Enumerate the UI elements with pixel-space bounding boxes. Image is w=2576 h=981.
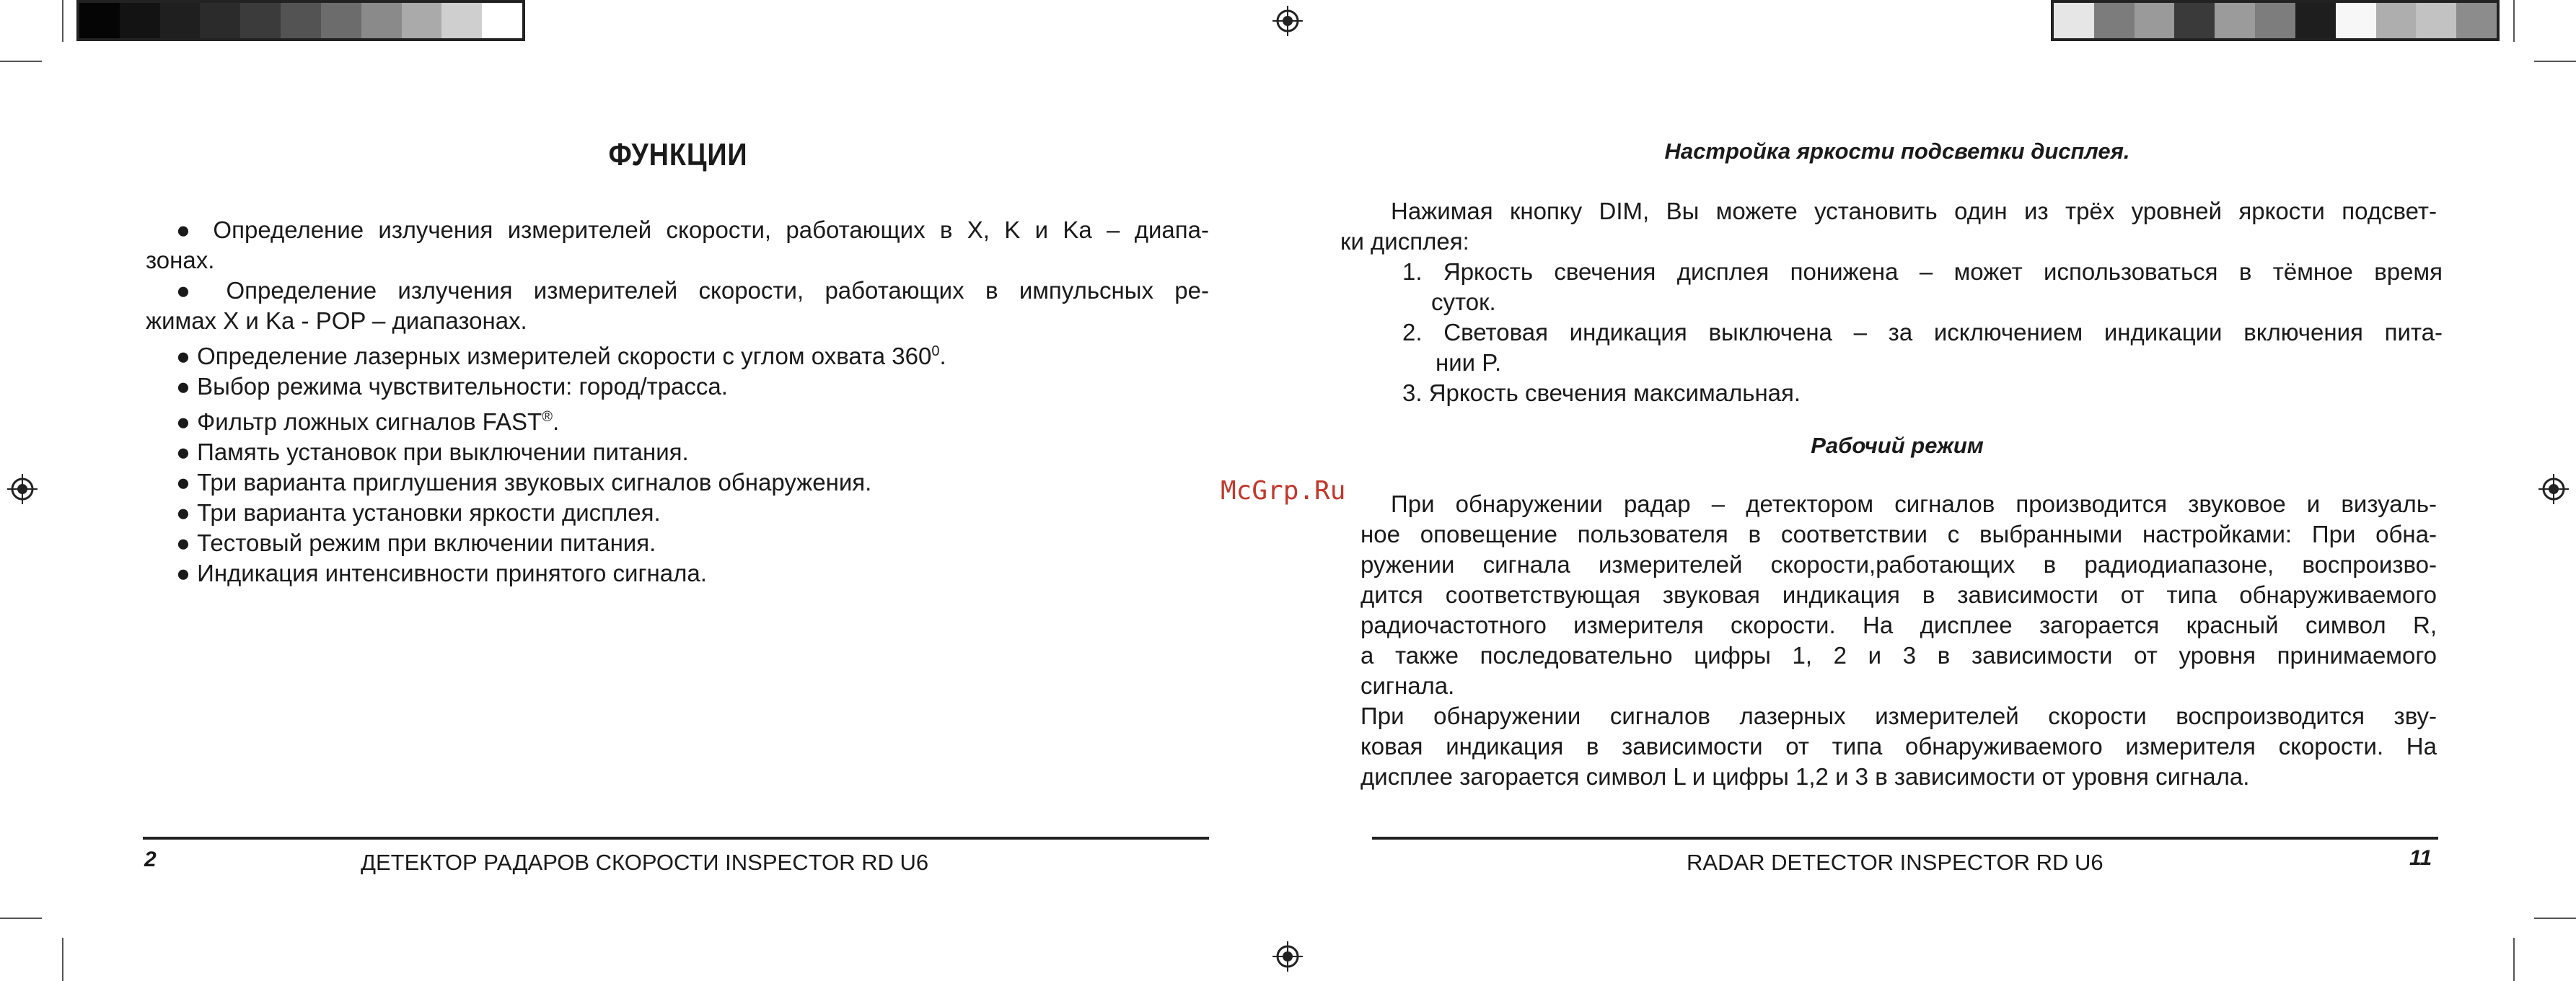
registration-mark-icon bbox=[1272, 941, 1303, 972]
crop-mark bbox=[0, 918, 42, 919]
section-heading-mode: Рабочий режим bbox=[1811, 433, 1984, 458]
brightness-options bbox=[1340, 257, 2443, 408]
list-item: ● Фильтр ложных сигналов FAST®. bbox=[176, 408, 560, 435]
color-swatch bbox=[120, 3, 160, 38]
crop-mark bbox=[2534, 61, 2576, 62]
color-swatch bbox=[2376, 3, 2417, 38]
list-item-line: нии P. bbox=[1436, 349, 1502, 376]
paragraph-line: дится соответствующая звуковая индикация в зависимости от типа обнаруживаемого bbox=[1360, 581, 2437, 608]
page-title: ФУНКЦИИ bbox=[608, 137, 748, 172]
list-item: ● Выбор режима чувствительности: город/трасса. bbox=[176, 373, 728, 400]
page-number: 2 bbox=[144, 848, 157, 871]
color-swatch bbox=[482, 3, 522, 38]
list-item: ● Определение излучения измерителей скорости, работающих в импульсных ре- bbox=[176, 277, 1209, 304]
paragraph-line: Нажимая кнопку DIM, Вы можете установить один из трёх уровней яркости подсвет- bbox=[1391, 198, 2437, 224]
color-swatch bbox=[321, 3, 361, 38]
color-swatch bbox=[79, 3, 120, 38]
paragraph-line: радиочастотного измерителя скорости. На дисплее загорается красный символ R, bbox=[1360, 612, 2437, 638]
paragraph-line: ное оповещение пользователя в соответствии с выбранными настройками: При обна- bbox=[1360, 521, 2437, 547]
paragraph-line: дисплее загорается символ L и цифры 1,2 и 3 в зависимости от уровня сигнала. bbox=[1360, 763, 2250, 790]
watermark: McGrp.Ru bbox=[1221, 476, 1346, 506]
paragraph-line: ки дисплея: bbox=[1340, 228, 1469, 255]
list-item: ● Индикация интенсивности принятого сигнала. bbox=[176, 560, 707, 586]
color-swatch bbox=[2336, 3, 2376, 38]
color-swatch bbox=[200, 3, 240, 38]
section-heading-brightness: Настройка яркости подсветки дисплея. bbox=[1664, 138, 2130, 164]
paragraph-line: При обнаружении сигналов лазерных измерителей скорости воспроизводится зву- bbox=[1360, 703, 2437, 729]
page-number: 11 bbox=[2409, 846, 2432, 870]
list-item-line: 3. Яркость свечения максимальная. bbox=[1402, 379, 1801, 406]
color-swatch bbox=[2135, 3, 2175, 38]
crop-mark bbox=[2534, 918, 2576, 919]
brightness-section bbox=[1340, 196, 2443, 408]
list-item-continuation: жимах X и Ka - POP – диапазонах. bbox=[146, 307, 527, 334]
list-item-line: суток. bbox=[1431, 289, 1496, 315]
list-item bbox=[1340, 257, 2443, 317]
list-item bbox=[1340, 317, 2443, 378]
list-item-continuation: зонах. bbox=[146, 247, 215, 273]
paragraph-line: ружении сигнала измерителей скорости,работающих в радиодиапазоне, воспроизво- bbox=[1360, 551, 2437, 578]
color-bar-left bbox=[76, 0, 525, 41]
crop-mark bbox=[2513, 0, 2515, 42]
list-item: ● Тестовый режим при включении питания. bbox=[176, 529, 656, 556]
registration-mark-icon bbox=[1272, 6, 1303, 36]
footer-text: RADAR DETECTOR INSPECTOR RD U6 bbox=[1687, 850, 2104, 875]
color-swatch bbox=[402, 3, 442, 38]
list-item: ● Три варианта установки яркости дисплея. bbox=[176, 499, 661, 526]
list-item: ● Определение лазерных измерителей скорости с углом охвата $360^0$. bbox=[176, 343, 946, 369]
footer-rule bbox=[143, 837, 1209, 840]
registration-mark-icon bbox=[7, 474, 38, 504]
color-swatch bbox=[281, 3, 321, 38]
paragraph-line: сигнала. bbox=[1360, 672, 1455, 699]
crop-mark bbox=[62, 938, 63, 981]
crop-mark bbox=[2513, 938, 2515, 981]
color-swatch bbox=[2456, 3, 2497, 38]
color-swatch bbox=[2215, 3, 2255, 38]
list-item bbox=[1340, 378, 2437, 408]
paragraph-line: а также последовательно цифры 1, 2 и 3 в зависимости от уровня принимаемого bbox=[1360, 642, 2437, 669]
color-swatch bbox=[160, 3, 201, 38]
list-item-line: 2. Световая индикация выключена – за исключением индикации включения пита- bbox=[1402, 319, 2443, 346]
list-item: ● Определение излучения измерителей скорости, работающих в X, K и Ka – диапа- bbox=[176, 216, 1209, 243]
crop-mark bbox=[0, 61, 42, 62]
color-bar-right bbox=[2051, 0, 2500, 41]
color-swatch bbox=[2416, 3, 2456, 38]
color-swatch bbox=[2295, 3, 2336, 38]
color-swatch bbox=[441, 3, 482, 38]
list-item: ● Память установок при выключении питания. bbox=[176, 439, 689, 465]
color-swatch bbox=[361, 3, 402, 38]
color-swatch bbox=[2174, 3, 2215, 38]
crop-mark bbox=[62, 0, 63, 42]
features-list bbox=[146, 215, 1209, 589]
paragraph-line: При обнаружении радар – детектором сигналов производится звуковое и визуаль- bbox=[1391, 490, 2437, 517]
color-swatch bbox=[240, 3, 281, 38]
mode-section bbox=[1360, 489, 2437, 792]
list-item-line: 1. Яркость свечения дисплея понижена – может использоваться в тёмное время bbox=[1402, 258, 2443, 285]
color-swatch bbox=[2255, 3, 2295, 38]
footer-text: ДЕТЕКТОР РАДАРОВ СКОРОСТИ INSPECTOR RD U6 bbox=[361, 850, 929, 875]
registration-mark-icon bbox=[2538, 474, 2569, 504]
list-item: ● Три варианта приглушения звуковых сигналов обнаружения. bbox=[176, 469, 872, 496]
paragraph-line: ковая индикация в зависимости от типа обнаруживаемого измерителя скорости. На bbox=[1360, 733, 2437, 760]
color-swatch bbox=[2094, 3, 2135, 38]
color-swatch bbox=[2054, 3, 2094, 38]
footer-rule bbox=[1372, 837, 2438, 840]
